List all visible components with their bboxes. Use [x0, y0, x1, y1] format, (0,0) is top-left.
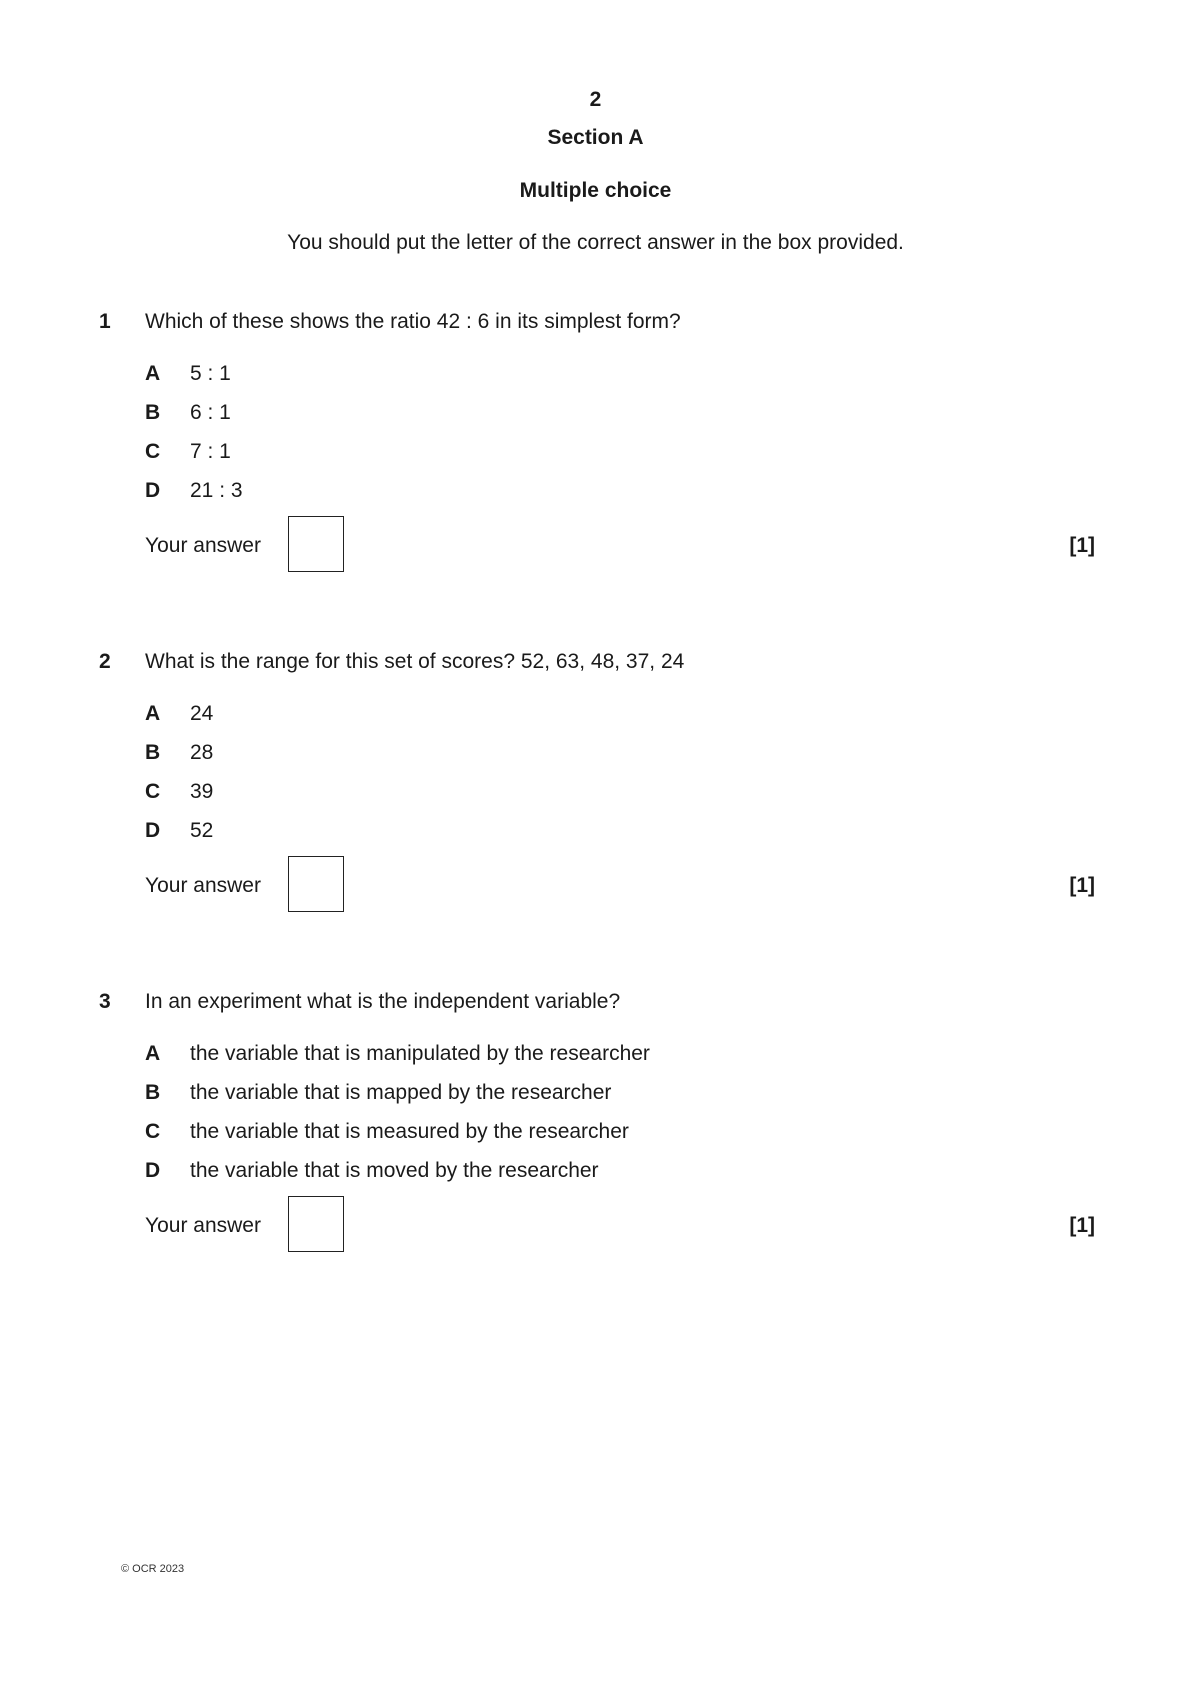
answer-box[interactable]: [288, 1196, 344, 1252]
question-text: Which of these shows the ratio 42 : 6 in its simplest form?: [145, 310, 681, 333]
page-number: 2: [589, 88, 602, 111]
option-letter: B: [145, 1081, 161, 1104]
answer-box[interactable]: [288, 516, 344, 572]
option-text: the variable that is manipulated by the researcher: [190, 1042, 650, 1065]
option-text: the variable that is moved by the researcher: [190, 1159, 599, 1182]
option-letter: B: [145, 741, 161, 764]
option-text: 28: [190, 741, 214, 764]
option-c: [145, 780, 213, 819]
section-subtitle: Multiple choice: [519, 179, 672, 202]
question-text: In an experiment what is the independent variable?: [145, 990, 621, 1013]
option-letter: C: [145, 440, 161, 463]
option-letter: B: [145, 401, 161, 424]
answer-row: [145, 516, 1095, 574]
option-c: [145, 440, 243, 479]
option-letter: D: [145, 819, 161, 842]
options-list: [145, 1042, 650, 1198]
option-a: [145, 362, 243, 401]
option-text: 7 : 1: [190, 440, 231, 463]
option-letter: A: [145, 702, 161, 725]
marks-label: [1]: [1069, 534, 1095, 557]
marks-label: [1]: [1069, 1214, 1095, 1237]
answer-label: Your answer: [145, 874, 261, 897]
section-title: Section A: [547, 126, 644, 149]
option-d: [145, 1159, 650, 1198]
question-number: 1: [99, 310, 111, 333]
option-d: [145, 479, 243, 518]
question-number: 3: [99, 990, 111, 1013]
options-list: [145, 702, 213, 858]
option-text: 21 : 3: [190, 479, 243, 502]
instruction-text: You should put the letter of the correct answer in the box provided.: [287, 231, 904, 254]
option-text: 5 : 1: [190, 362, 231, 385]
option-b: [145, 1081, 650, 1120]
option-letter: D: [145, 1159, 161, 1182]
option-a: [145, 1042, 650, 1081]
option-c: [145, 1120, 650, 1159]
answer-label: Your answer: [145, 1214, 261, 1237]
option-letter: A: [145, 1042, 161, 1065]
option-text: 6 : 1: [190, 401, 231, 424]
option-text: the variable that is mapped by the researcher: [190, 1081, 612, 1104]
copyright-footer: © OCR 2023: [121, 1563, 185, 1575]
answer-label: Your answer: [145, 534, 261, 557]
question-text: What is the range for this set of scores? 52, 63, 48, 37, 24: [145, 650, 685, 673]
answer-row: [145, 856, 1095, 914]
option-letter: C: [145, 780, 161, 803]
option-text: the variable that is measured by the researcher: [190, 1120, 629, 1143]
answer-row: [145, 1196, 1095, 1254]
option-letter: C: [145, 1120, 161, 1143]
question-number: 2: [99, 650, 111, 673]
option-b: [145, 401, 243, 440]
option-text: 39: [190, 780, 214, 803]
option-d: [145, 819, 213, 858]
option-text: 24: [190, 702, 214, 725]
option-letter: A: [145, 362, 161, 385]
option-b: [145, 741, 213, 780]
option-a: [145, 702, 213, 741]
marks-label: [1]: [1069, 874, 1095, 897]
options-list: [145, 362, 243, 518]
answer-box[interactable]: [288, 856, 344, 912]
option-text: 52: [190, 819, 214, 842]
option-letter: D: [145, 479, 161, 502]
